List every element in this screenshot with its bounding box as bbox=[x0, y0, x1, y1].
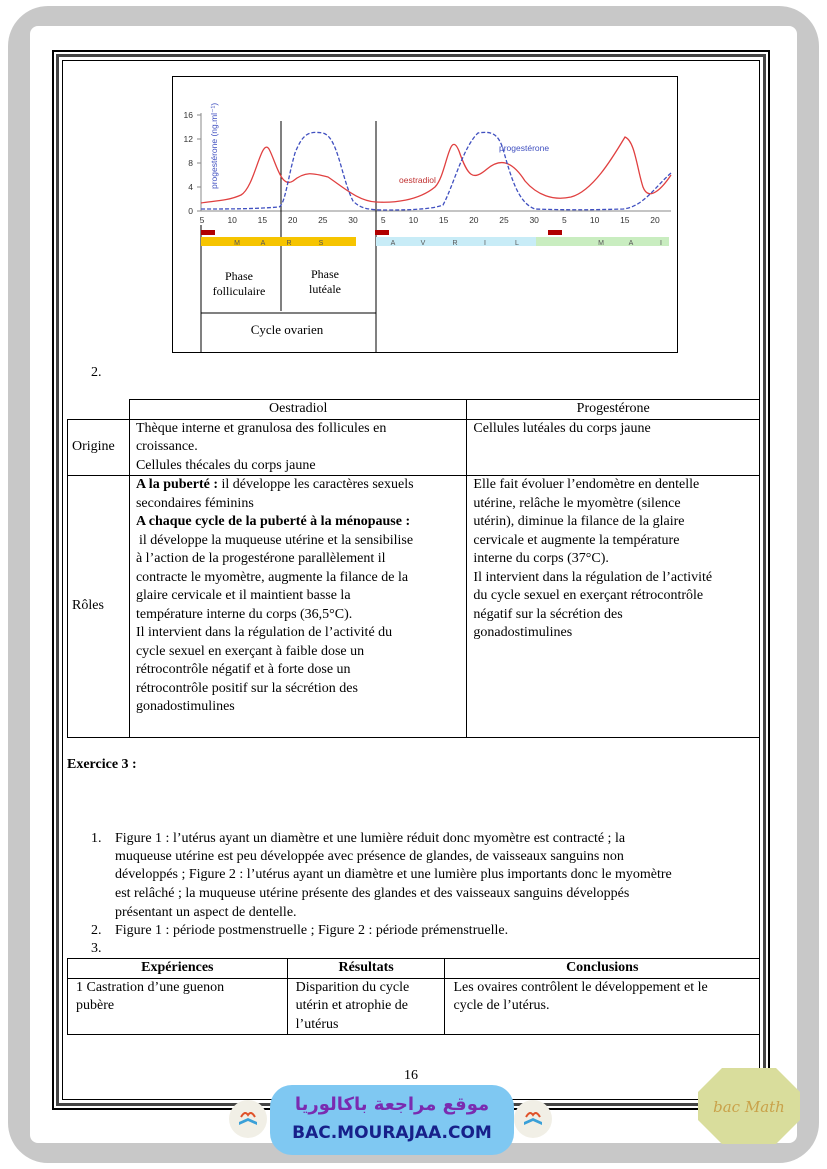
cycle-ovarien-label: Cycle ovarien bbox=[250, 322, 324, 337]
banner-arabic-title[interactable]: موقع مراجعة باكالوريا bbox=[294, 1094, 490, 1115]
month-letter: M bbox=[598, 240, 604, 247]
text-line: interne du corps (37°C). bbox=[473, 551, 609, 566]
list-item-1-line: développés ; Figure 2 : l’utérus ayant un diamètre et une lumière plus importants donc le myomètre bbox=[115, 867, 672, 882]
list-item-1-line: est relâché ; la muqueuse utérine présente des glandes et des vaisseaux sanguins développés bbox=[115, 886, 630, 901]
oestradiol-curve bbox=[201, 137, 671, 203]
x-tick-label: 25 bbox=[499, 215, 509, 225]
y-tick-label: 4 bbox=[188, 182, 193, 192]
y-tick-label: 0 bbox=[188, 206, 193, 216]
x-tick-label: 20 bbox=[650, 215, 660, 225]
text-line: cervicale et augmente la température bbox=[473, 532, 680, 548]
banner-url[interactable]: BAC.MOURAJAA.COM bbox=[292, 1123, 492, 1143]
text-line: Il intervient dans la régulation de l’activité bbox=[473, 569, 713, 585]
bold-heading-puberte: A la puberté : bbox=[135, 477, 219, 492]
text-line: à l’action de la progestérone parallèlement il bbox=[135, 551, 386, 566]
header-experiences: Expériences bbox=[68, 959, 288, 979]
month-letter: M bbox=[234, 240, 240, 247]
text-line: utérin), diminue la filance de la glaire bbox=[473, 514, 685, 529]
item-number-3: 3. bbox=[91, 941, 102, 956]
x-tick-label: 5 bbox=[199, 215, 205, 225]
text-line: Thèque interne et granulosa des follicules en bbox=[135, 420, 387, 436]
y-tick-label: 12 bbox=[183, 134, 193, 144]
phase-follicular-line2: folliculaire bbox=[212, 284, 266, 298]
text-line: cycle sexuel en exerçant à faible dose un bbox=[135, 643, 365, 659]
x-tick-label: 10 bbox=[589, 215, 600, 225]
text-line: Il intervient dans la régulation de l’activité du bbox=[135, 625, 393, 640]
list-item-2-line: Figure 1 : période postmenstruelle ; Figure 2 : période prémenstruelle. bbox=[115, 923, 509, 938]
list-item-1-line: muqueuse utérine est peu développée avec présence de glandes, de vaisseaux sanguins non bbox=[115, 849, 624, 864]
text-line: utérin et atrophie de bbox=[295, 998, 409, 1013]
text-line: Cellules thécales du corps jaune bbox=[135, 457, 316, 473]
table-row-roles bbox=[68, 476, 760, 738]
month-letter: S bbox=[318, 240, 324, 247]
empty-corner-cell bbox=[68, 400, 130, 420]
text-line: température interne du corps (36,5°C). bbox=[135, 606, 353, 622]
section-number-2: 2. bbox=[91, 365, 102, 380]
bacmath-logo-text: bac Math bbox=[713, 1098, 785, 1116]
text-line: utérine, relâche le myomètre (silence bbox=[473, 495, 681, 511]
phase-luteal-line2: lutéale bbox=[309, 282, 341, 296]
month-letter: L bbox=[515, 240, 519, 247]
text-line: du cycle sexuel en exerçant rétrocontrôle bbox=[473, 588, 704, 603]
month-band-mars bbox=[201, 237, 356, 246]
month-letter: A bbox=[390, 240, 396, 247]
header-conclusions: Conclusions bbox=[445, 959, 760, 979]
item-number-1: 1. bbox=[91, 831, 102, 846]
text-line: croissance. bbox=[135, 439, 198, 454]
row-label-roles: Rôles bbox=[68, 476, 130, 738]
header-oestradiol: Oestradiol bbox=[129, 400, 466, 420]
menses-marker-3 bbox=[548, 230, 562, 235]
bold-heading-cycle: A chaque cycle de la puberté à la ménopause : bbox=[135, 514, 411, 529]
table-row bbox=[68, 978, 760, 1035]
menses-marker-1 bbox=[201, 230, 215, 235]
text-line: Disparition du cycle bbox=[295, 979, 410, 995]
month-letter: A bbox=[628, 240, 634, 247]
origine-progesterone-cell bbox=[467, 419, 760, 476]
x-tick-label: 10 bbox=[227, 215, 237, 225]
text-line: Elle fait évoluer l’endomètre en dentelle bbox=[473, 477, 700, 492]
table-row-origine bbox=[68, 419, 760, 476]
conclusions-cell bbox=[445, 978, 760, 1035]
text-line: glaire cervicale et il maintient basse la bbox=[135, 588, 351, 603]
table-header-row bbox=[68, 959, 760, 979]
month-letter: R bbox=[452, 240, 458, 247]
roles-oestradiol-cell bbox=[129, 476, 466, 738]
x-tick-label: 25 bbox=[318, 215, 328, 225]
x-tick-label: 20 bbox=[469, 215, 479, 225]
month-letter: R bbox=[286, 240, 292, 247]
text-line: Les ovaires contrôlent le développement et le bbox=[453, 979, 708, 995]
item-number-2: 2. bbox=[91, 923, 102, 938]
list-item-1-line: présentant un aspect de dentelle. bbox=[115, 905, 297, 920]
header-resultats: Résultats bbox=[287, 959, 445, 979]
menses-marker-2 bbox=[375, 230, 389, 235]
page-number: 16 bbox=[404, 1068, 418, 1083]
book-logo-icon bbox=[514, 1100, 552, 1138]
book-logo-icon bbox=[229, 1100, 267, 1138]
hormone-chart bbox=[173, 77, 679, 354]
resultats-cell bbox=[287, 978, 445, 1035]
progesterone-curve bbox=[201, 132, 671, 210]
month-letter: I bbox=[484, 240, 486, 247]
text-span: il développe les caractères sexuels bbox=[218, 477, 414, 492]
text-line: Cellules lutéales du corps jaune bbox=[473, 420, 651, 436]
y-axis-label: progestérone (ng.ml⁻¹) bbox=[209, 102, 219, 189]
bacmath-logo bbox=[696, 1066, 802, 1146]
text-line: rétrocontrôle négatif et à forte dose un bbox=[135, 662, 351, 677]
text-line: gonadostimulines bbox=[135, 699, 235, 714]
month-letter: I bbox=[660, 240, 662, 247]
x-tick-label: 20 bbox=[287, 215, 298, 225]
text-line: gonadostimulines bbox=[473, 625, 573, 640]
hormone-table bbox=[67, 399, 760, 738]
x-tick-label: 30 bbox=[348, 215, 358, 225]
x-tick-label: 10 bbox=[408, 215, 419, 225]
text-line bbox=[136, 476, 460, 495]
x-tick-label: 15 bbox=[620, 215, 630, 225]
phase-follicular-line1: Phase bbox=[225, 269, 253, 283]
origine-oestradiol-cell bbox=[129, 419, 466, 476]
oestradiol-label: oestradiol bbox=[399, 175, 436, 185]
progesterone-label: progestérone bbox=[499, 143, 550, 153]
text-line: l’utérus bbox=[295, 1016, 339, 1032]
header-progesterone: Progestérone bbox=[467, 400, 760, 420]
text-line: il développe la muqueuse utérine et la sensibilise bbox=[138, 532, 414, 548]
roles-progesterone-cell bbox=[467, 476, 760, 738]
phase-luteal-line1: Phase bbox=[311, 267, 339, 281]
text-line: pubère bbox=[76, 998, 115, 1013]
month-letter: A bbox=[260, 240, 266, 247]
x-tick-label: 5 bbox=[562, 215, 567, 225]
list-item-1-line: Figure 1 : l’utérus ayant un diamètre et une lumière réduit donc myomètre est contracté ; la bbox=[115, 831, 626, 846]
row-label-origine: Origine bbox=[68, 419, 130, 476]
text-line: secondaires féminins bbox=[135, 495, 254, 511]
text-line: rétrocontrôle positif sur la sécrétion des bbox=[135, 680, 358, 696]
x-tick-label: 30 bbox=[529, 215, 539, 225]
experience-cell bbox=[68, 978, 288, 1035]
x-tick-label: 15 bbox=[438, 215, 449, 225]
table-header-row bbox=[68, 400, 760, 420]
text-line: contracte le myomètre, augmente la filance de la bbox=[135, 569, 409, 585]
text-line: 1 Castration d’une guenon bbox=[76, 979, 225, 995]
hormone-figure bbox=[172, 76, 678, 353]
experiments-table bbox=[67, 958, 760, 1035]
month-letter: V bbox=[420, 240, 426, 247]
y-tick-label: 8 bbox=[188, 158, 193, 168]
y-tick-label: 16 bbox=[183, 110, 193, 120]
text-line: cycle de l’utérus. bbox=[453, 998, 550, 1013]
x-tick-label: 5 bbox=[380, 215, 386, 225]
x-tick-label: 15 bbox=[257, 215, 268, 225]
text-line: négatif sur la sécrétion des bbox=[473, 606, 623, 622]
exercise-3-title: Exercice 3 : bbox=[67, 757, 137, 772]
